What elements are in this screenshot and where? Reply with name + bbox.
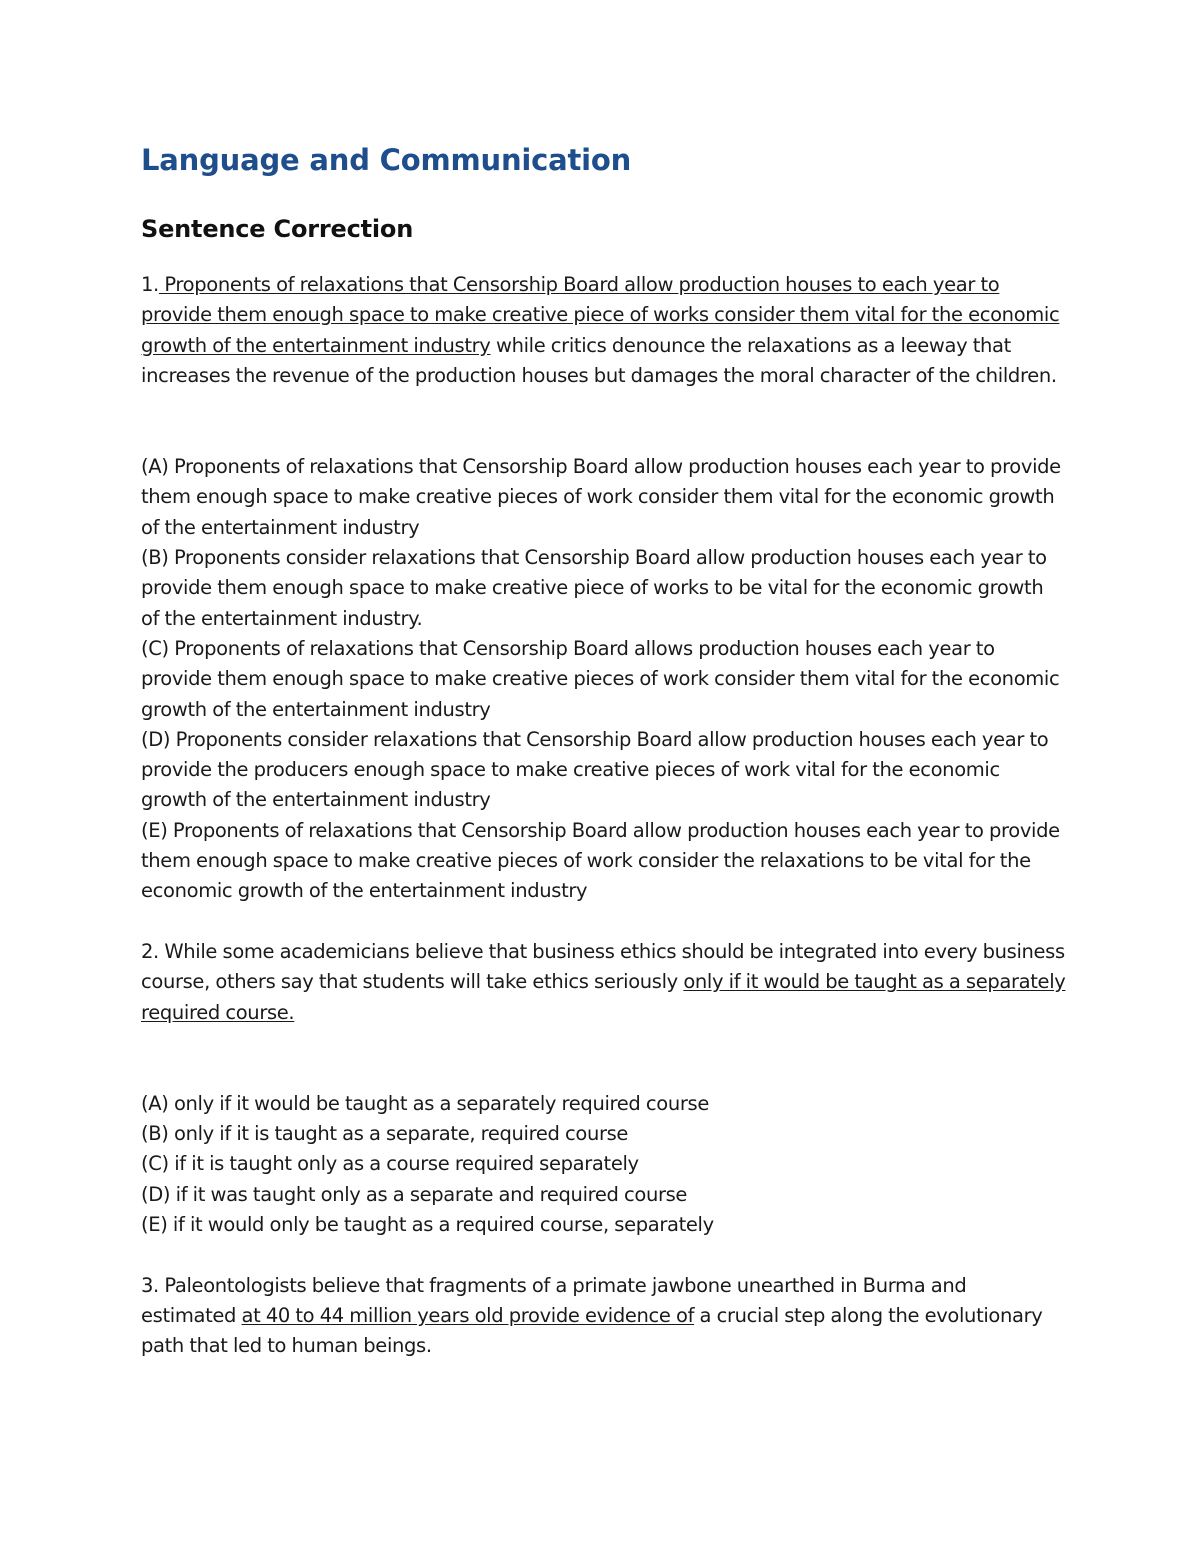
question-2-option-c: (C) if it is taught only as a course required separately <box>141 1152 639 1176</box>
question-1-option-d: (D) Proponents consider relaxations that Censorship Board allow production houses each year to provide the producers enough space to make creative pieces of work vital for the economic growth of the entertainment industry <box>141 727 1049 812</box>
question-1-number: 1. <box>141 273 159 296</box>
spacer <box>141 907 1066 937</box>
question-3-rest: a crucial step along the evolutionary path that led to human beings. <box>141 1303 1043 1358</box>
question-2-option-a: (A) only if it would be taught as a separately required course <box>141 1091 709 1115</box>
question-1-underlined: Proponents of relaxations that Censorship Board allow production houses to each year to provide them enough space to make creative piece of works consider them vital for the economic growth of the entertainment industry <box>141 273 1060 357</box>
question-2-underlined: only if it would be taught as a separately required course. <box>141 970 1066 1024</box>
question-2-option-e: (E) if it would only be taught as a required course, separately <box>141 1213 714 1237</box>
spacer <box>141 1028 1066 1089</box>
question-1-option-c: (C) Proponents of relaxations that Censorship Board allows production houses each year to provide them enough space to make creative pieces of work consider them vital for the economic growth of the entertainment industry <box>141 636 1060 721</box>
section-heading: Sentence Correction <box>141 215 414 243</box>
question-2-options <box>141 1089 1066 1240</box>
question-2-option-b: (B) only if it is taught as a separate, required course <box>141 1122 629 1146</box>
question-3-stem <box>141 1271 1066 1362</box>
question-2-stem <box>141 937 1066 1028</box>
page-title: Language and Communication <box>141 143 632 177</box>
question-2-option-d: (D) if it was taught only as a separate and required course <box>141 1182 688 1206</box>
question-1-option-b: (B) Proponents consider relaxations that Censorship Board allow production houses each year to provide them enough space to make creative piece of works to be vital for the economic growth of the entertainment industry. <box>141 546 1047 630</box>
spacer <box>141 1240 1066 1270</box>
document-content <box>141 138 1066 1362</box>
question-1-stem <box>141 270 1066 391</box>
question-2-text: 2. While some academicians believe that business ethics should be integrated into every business course, others say that students will take ethics seriously <box>141 939 1065 994</box>
question-3-text: 3. Paleontologists believe that fragments of a primate jawbone unearthed in Burma and estimated <box>141 1273 967 1327</box>
question-1-option-e: (E) Proponents of relaxations that Censorship Board allow production houses each year to provide them enough space to make creative pieces of work consider the relaxations to be vital for the economic growth of the entertainment industry <box>141 818 1060 903</box>
question-1-rest: while critics denounce the relaxations as a leeway that increases the revenue of the production houses but damages the moral character of the children. <box>141 333 1057 387</box>
spacer <box>141 391 1066 452</box>
question-3-underlined: at 40 to 44 million years old provide evidence of <box>241 1303 695 1327</box>
question-1-option-a: (A) Proponents of relaxations that Censorship Board allow production houses each year to provide them enough space to make creative pieces of work consider them vital for the economic growth of the entertainment industry <box>141 455 1061 539</box>
question-1-options <box>141 452 1066 906</box>
